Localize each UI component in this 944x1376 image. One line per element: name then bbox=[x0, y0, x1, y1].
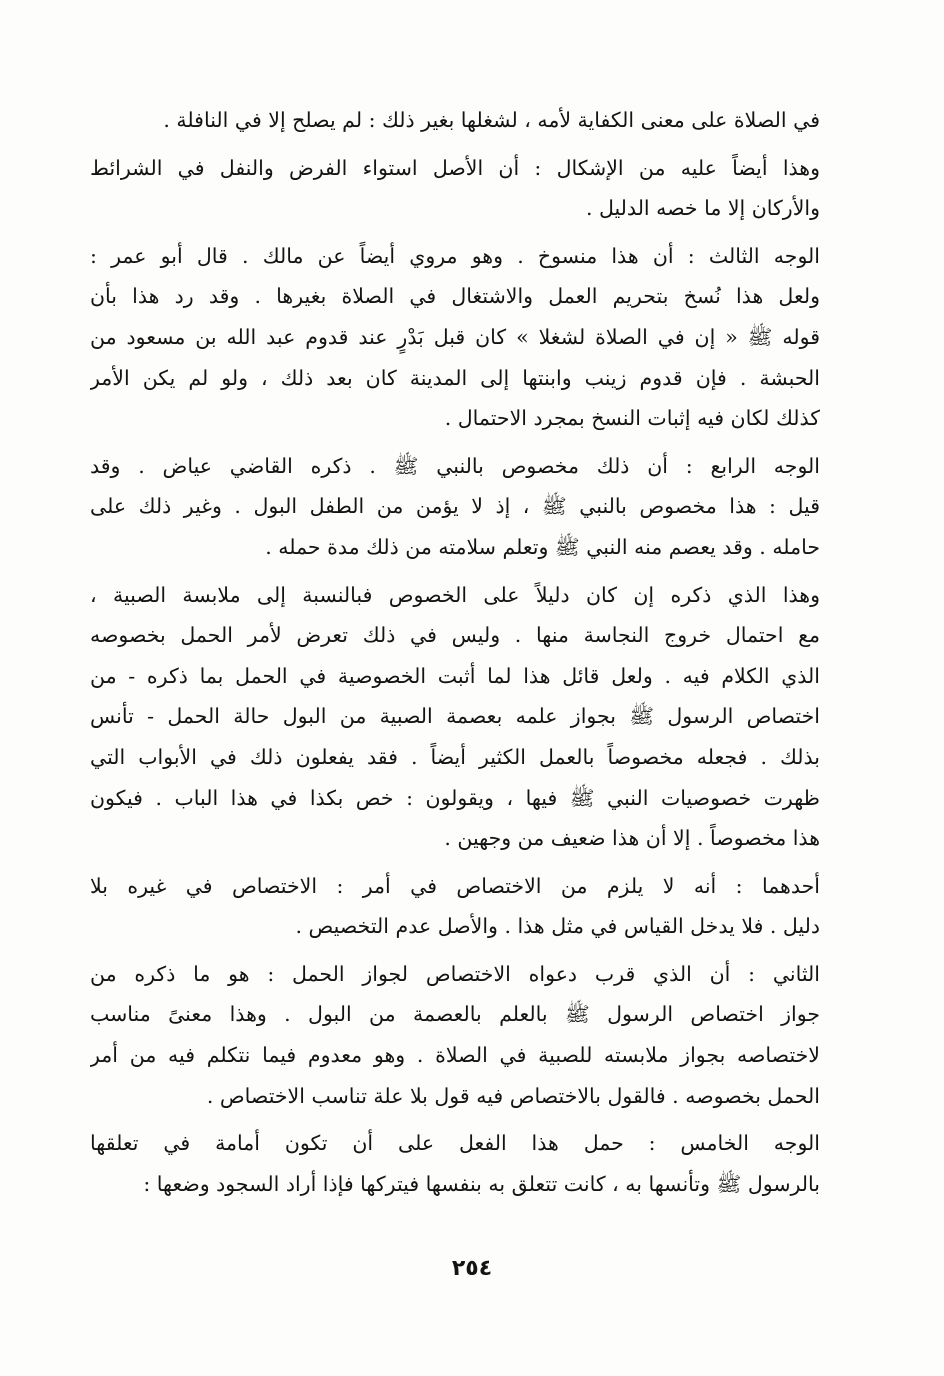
text-line: ظهرت خصوصيات النبي ﷺ فيها ، ويقولون : خص بكذا في هذا الباب . فيكون bbox=[90, 785, 820, 810]
text-line: وهذا أيضاً عليه من الإشكال : أن الأصل استواء الفرض والنفل في الشرائط bbox=[90, 155, 820, 180]
text-line: مع احتمال خروج النجاسة منها . وليس في ذلك تعرض لأمر الحمل بخصوصه bbox=[90, 623, 820, 648]
text-line: الثاني : أن الذي قرب دعواه الاختصاص لجواز الحمل : هو ما ذكره من bbox=[90, 961, 820, 986]
text-line: جواز اختصاص الرسول ﷺ بالعلم بالعصمة من البول . وهذا معنىً مناسب bbox=[90, 1002, 820, 1027]
text-line: دليل . فلا يدخل القياس في مثل هذا . والأصل عدم التخصيص . bbox=[295, 914, 820, 939]
text-line: لاختصاصه بجواز ملابسته للصبية في الصلاة . وهو معدوم فيما نتكلم فيه من أمر bbox=[90, 1043, 820, 1068]
paragraph bbox=[90, 446, 820, 568]
paragraph-gap bbox=[90, 1116, 820, 1123]
text-line: الحبشة . فإن قدوم زينب وابنتها إلى المدينة كان بعد ذلك ، ولو لم يكن الأمر bbox=[90, 365, 820, 390]
paragraph-gap bbox=[90, 947, 820, 954]
paragraph bbox=[90, 100, 820, 141]
text-line: الحمل بخصوصه . فالقول بالاختصاص فيه قول بلا علة تناسب الاختصاص . bbox=[206, 1083, 820, 1108]
text-line: الوجه الرابع : أن ذلك مخصوص بالنبي ﷺ . ذكره القاضي عياض . وقد bbox=[90, 453, 820, 478]
text-line: أحدهما : أنه لا يلزم من الاختصاص في أمر : الاختصاص في غيره بلا bbox=[90, 873, 820, 898]
text-line: كذلك لكان فيه إثبات النسخ بمجرد الاحتمال . bbox=[444, 406, 820, 431]
text-line: ولعل هذا نُسخ بتحريم العمل والاشتغال في الصلاة بغيرها . وقد رد هذا بأن bbox=[90, 284, 820, 309]
text-line: الوجه الخامس : حمل هذا الفعل على أن تكون أمامة في تعلقها bbox=[90, 1131, 820, 1156]
text-line: والأركان إلا ما خصه الدليل . bbox=[585, 196, 820, 221]
text-line: اختصاص الرسول ﷺ بجواز علمه بعصمة الصبية من البول حالة الحمل - تأنس bbox=[90, 704, 820, 729]
paragraph-gap bbox=[90, 439, 820, 446]
paragraph bbox=[90, 866, 820, 947]
paragraph-gap bbox=[90, 229, 820, 236]
paragraph bbox=[90, 1123, 820, 1204]
text-line: الوجه الثالث : أن هذا منسوخ . وهو مروي أيضاً عن مالك . قال أبو عمر : bbox=[90, 243, 820, 268]
text-line: قيل : هذا مخصوص بالنبي ﷺ ، إذ لا يؤمن من الطفل البول . وغير ذلك على bbox=[90, 494, 820, 519]
text-line: قوله ﷺ « إن في الصلاة لشغلا » كان قبل بَدْرٍ عند قدوم عبد الله بن مسعود من bbox=[90, 324, 820, 349]
text-line: وهذا الذي ذكره إن كان دليلاً على الخصوص فبالنسبة إلى ملابسة الصبية ، bbox=[90, 582, 820, 607]
paragraph bbox=[90, 148, 820, 229]
text-line: هذا مخصوصاً . إلا أن هذا ضعيف من وجهين . bbox=[444, 826, 820, 851]
body-text bbox=[90, 100, 820, 1204]
page-number: ٢٥٤ bbox=[451, 1256, 493, 1281]
paragraph-gap bbox=[90, 568, 820, 575]
paragraph bbox=[90, 236, 820, 439]
paragraph-gap bbox=[90, 859, 820, 866]
text-line: بذلك . فجعله مخصوصاً بالعمل الكثير أيضاً . فقد يفعلون ذلك في الأبواب التي bbox=[90, 744, 820, 769]
text-line: في الصلاة على معنى الكفاية لأمه ، لشغلها بغير ذلك : لم يصلح إلا في النافلة . bbox=[163, 108, 820, 132]
paragraph bbox=[90, 954, 820, 1116]
paragraph-gap bbox=[90, 141, 820, 148]
paragraph bbox=[90, 575, 820, 859]
text-line: الذي الكلام فيه . ولعل قائل هذا لما أثبت الخصوصية في الحمل بما ذكره - من bbox=[90, 663, 820, 688]
text-line: بالرسول ﷺ وتأنسها به ، كانت تتعلق به بنفسها فيتركها فإذا أراد السجود وضعها : bbox=[143, 1171, 820, 1196]
text-line: حامله . وقد يعصم منه النبي ﷺ وتعلم سلامته من ذلك مدة حمله . bbox=[265, 534, 820, 559]
